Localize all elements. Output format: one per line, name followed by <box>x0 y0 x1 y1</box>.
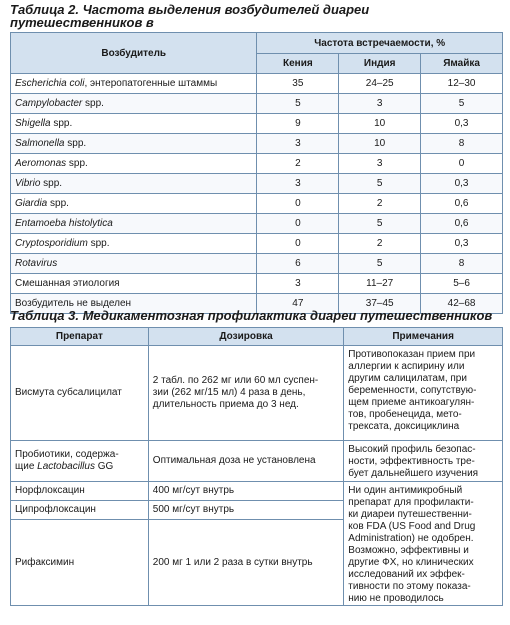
table-row <box>11 94 503 114</box>
table-row <box>11 154 503 174</box>
table-row <box>11 194 503 214</box>
dosage-line: длительность приема до 3 нед. <box>152 399 299 410</box>
frequency-cell: 5 <box>257 94 339 114</box>
frequency-cell: 3 <box>339 154 421 174</box>
table-row <box>11 441 503 482</box>
pathogen-suffix: Смешанная этиология <box>15 278 120 289</box>
notes-line: тов, пробенецида, мето- <box>348 409 462 420</box>
pathogen-suffix: Возбудитель не выделен <box>15 298 132 309</box>
notes-line: Высокий профиль безопас- <box>348 444 476 455</box>
frequency-cell: 5 <box>339 214 421 234</box>
frequency-cell: 0,3 <box>421 234 503 254</box>
frequency-cell: 10 <box>339 114 421 134</box>
notes-line: беременности, сопутствую- <box>348 385 477 396</box>
pathogen-name-cell <box>11 254 257 274</box>
frequency-cell: 0 <box>257 234 339 254</box>
table2-caption-line1: Таблица 2. Частота выделения возбудителей диареи путешественников в <box>10 2 370 30</box>
pathogen-genus: Escherichia coli <box>15 78 85 89</box>
notes-line: ности, эффективность тре- <box>348 456 475 467</box>
frequency-cell: 5 <box>421 94 503 114</box>
pathogen-genus: Shigella <box>15 118 51 129</box>
frequency-cell: 42–68 <box>421 294 503 314</box>
pathogen-genus: Vibrio <box>15 178 41 189</box>
header-drug: Препарат <box>11 328 149 346</box>
dosage-cell <box>148 346 343 441</box>
drug-cell: Норфлоксацин <box>11 482 149 501</box>
pathogen-suffix: spp. <box>66 158 88 169</box>
table3-caption: Таблица 3. Медикаментозная профилактика диареи путешественников <box>10 308 493 323</box>
dosage-cell: 400 мг/сут внутрь <box>148 482 343 501</box>
pathogen-name-cell <box>11 274 257 294</box>
table-row <box>11 114 503 134</box>
notes-cell <box>344 441 503 482</box>
frequency-cell: 37–45 <box>339 294 421 314</box>
table-row <box>11 74 503 94</box>
pathogen-genus: Aeromonas <box>15 158 67 169</box>
frequency-cell: 2 <box>339 194 421 214</box>
drug-cell: Рифаксимин <box>11 520 149 606</box>
notes-line: ков FDA (US Food and Drug <box>348 521 476 532</box>
pathogen-name-cell <box>11 194 257 214</box>
frequency-cell: 8 <box>421 254 503 274</box>
frequency-cell: 10 <box>339 134 421 154</box>
pathogen-name-cell <box>11 154 257 174</box>
dosage-line: 2 табл. по 262 мг или 60 мл суспен- <box>152 375 319 386</box>
pathogen-name-cell <box>11 174 257 194</box>
frequency-cell: 8 <box>421 134 503 154</box>
notes-line: другие ФХ, но клинических <box>348 557 474 568</box>
pathogen-suffix: spp. <box>64 138 87 149</box>
pathogen-genus: Entamoeba histolytica <box>15 218 113 229</box>
pathogen-suffix: spp. <box>47 198 69 209</box>
table-row <box>11 234 503 254</box>
drug-suffix: GG <box>94 461 114 472</box>
notes-line: бует дальнейшего изучения <box>348 468 479 479</box>
notes-cell <box>344 346 503 441</box>
table-row <box>11 274 503 294</box>
frequency-cell: 0,6 <box>421 194 503 214</box>
notes-line: ки диареи путешественни- <box>348 509 472 520</box>
prophylaxis-table <box>10 327 503 606</box>
pathogen-genus: Salmonella <box>15 138 65 149</box>
frequency-cell: 3 <box>339 94 421 114</box>
frequency-cell: 6 <box>257 254 339 274</box>
pathogen-suffix: spp. <box>82 98 104 109</box>
header-frequency: Частота встречаемости, % <box>257 33 503 54</box>
pathogen-genus: Rotavirus <box>15 258 58 269</box>
drug-cell <box>11 441 149 482</box>
pathogen-suffix: spp. <box>50 118 73 129</box>
notes-line: Противопоказан прием при <box>348 349 476 360</box>
frequency-cell: 9 <box>257 114 339 134</box>
frequency-cell: 11–27 <box>339 274 421 294</box>
pathogen-rows <box>11 74 503 314</box>
notes-line: нию не проводилось <box>348 593 444 604</box>
notes-line: трексата, доксициклина <box>348 421 460 432</box>
table-row <box>11 482 503 501</box>
frequency-cell: 0,3 <box>421 114 503 134</box>
notes-line: другим салицилатам, при <box>348 373 467 384</box>
frequency-cell: 35 <box>257 74 339 94</box>
table-row <box>11 134 503 154</box>
dosage-cell: 200 мг 1 или 2 раза в сутки внутрь <box>148 520 343 606</box>
table-row <box>11 346 503 441</box>
drug-cell: Ципрофлоксацин <box>11 501 149 520</box>
frequency-cell: 2 <box>339 234 421 254</box>
drug-genus: Lactobacillus <box>37 461 95 472</box>
notes-line: щем приеме антикоагулян- <box>348 397 475 408</box>
table-row <box>11 214 503 234</box>
frequency-cell: 3 <box>257 174 339 194</box>
frequency-cell: 0 <box>257 214 339 234</box>
notes-line: Возможно, эффективны и <box>348 545 469 556</box>
frequency-cell: 0,3 <box>421 174 503 194</box>
header-dosage: Дозировка <box>148 328 343 346</box>
pathogen-suffix: , энтеропатогенные штаммы <box>84 78 218 89</box>
drug-line: Пробиотики, содержа- <box>15 449 119 460</box>
frequency-cell: 0 <box>257 194 339 214</box>
frequency-cell: 3 <box>257 274 339 294</box>
pathogen-genus: Campylobacter <box>15 98 83 109</box>
pathogen-genus: Cryptosporidium <box>15 238 88 249</box>
pathogen-genus: Giardia <box>15 198 48 209</box>
dosage-cell: Оптимальная доза не установлена <box>148 441 343 482</box>
dosage-cell: 500 мг/сут внутрь <box>148 501 343 520</box>
frequency-cell: 24–25 <box>339 74 421 94</box>
drug-prefix: щие <box>15 461 38 472</box>
dosage-line: зии (262 мг/15 мл) 4 раза в день, <box>152 387 306 398</box>
frequency-cell: 2 <box>257 154 339 174</box>
pathogen-name-cell <box>11 134 257 154</box>
notes-line: Ни один антимикробный <box>348 485 463 496</box>
frequency-cell: 5 <box>339 254 421 274</box>
pathogen-suffix: spp. <box>40 178 63 189</box>
header-region: Индия <box>339 54 421 74</box>
pathogen-frequency-table <box>10 32 503 314</box>
drug-cell: Висмута субсалицилат <box>11 346 149 441</box>
pathogen-suffix: spp. <box>87 238 110 249</box>
frequency-cell: 0,6 <box>421 214 503 234</box>
table-row <box>11 174 503 194</box>
header-region: Ямайка <box>421 54 503 74</box>
pathogen-name-cell <box>11 214 257 234</box>
notes-cell <box>344 482 503 606</box>
notes-line: тивности по этому показа- <box>348 581 471 592</box>
notes-line: исследований их эффек- <box>348 569 465 580</box>
table-row <box>11 254 503 274</box>
pathogen-name-cell <box>11 114 257 134</box>
frequency-cell: 12–30 <box>421 74 503 94</box>
pathogen-name-cell <box>11 74 257 94</box>
pathogen-name-cell <box>11 94 257 114</box>
pathogen-name-cell <box>11 234 257 254</box>
header-region: Кения <box>257 54 339 74</box>
frequency-cell: 5 <box>339 174 421 194</box>
header-pathogen: Возбудитель <box>11 33 257 74</box>
frequency-cell: 3 <box>257 134 339 154</box>
frequency-cell: 0 <box>421 154 503 174</box>
frequency-cell: 5–6 <box>421 274 503 294</box>
frequency-cell: 47 <box>257 294 339 314</box>
header-notes: Примечания <box>344 328 503 346</box>
notes-line: Administration) не одобрен. <box>348 533 474 544</box>
notes-line: аллергии к аспирину или <box>348 361 465 372</box>
drug-line <box>15 461 144 473</box>
notes-line: препарат для профилакти- <box>348 497 474 508</box>
